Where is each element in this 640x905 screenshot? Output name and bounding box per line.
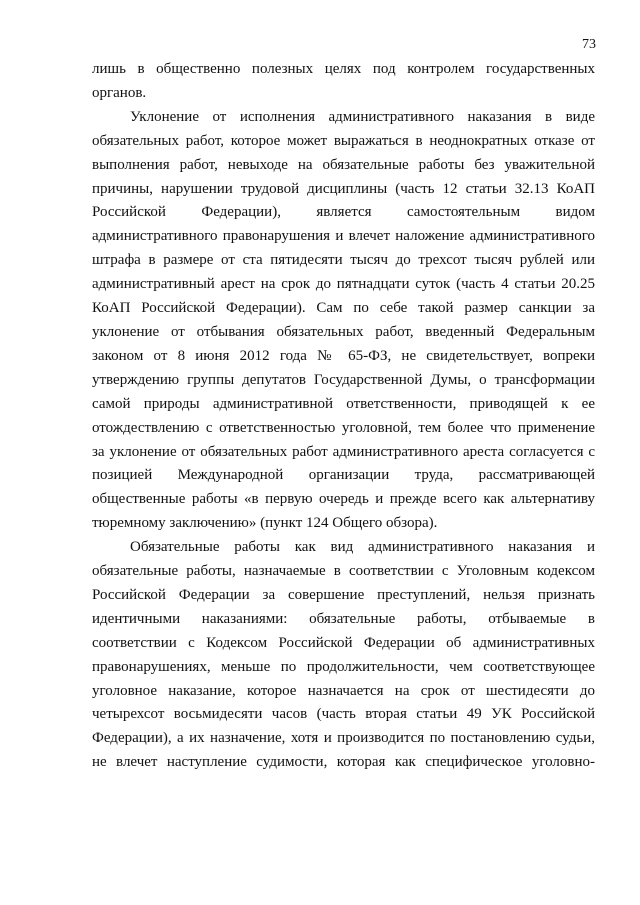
text-line: органов. (92, 84, 147, 101)
text-line: административного правонарушения и влечет наложение административного (92, 228, 595, 245)
text-line: Российской Федерации), является самостоятельным видом (92, 204, 595, 221)
text-line: обязательных работ, которое может выражаться в неоднократных отказе от (92, 132, 595, 149)
text-line: выполнения работ, невыходе на обязательные работы без уважительной (92, 156, 595, 173)
page-number: 73 (582, 37, 596, 52)
text-line: отождествлению с ответственностью уголовной, тем более что применение (92, 419, 595, 436)
document-body (92, 58, 595, 775)
text-line: утверждению группы депутатов Государственной Думы, о трансформации (92, 371, 595, 388)
text-line: Уклонение от исполнения административного наказания в виде (130, 108, 595, 125)
text-line: идентичными наказаниями: обязательные работы, отбываемые в (92, 610, 595, 627)
text-line: тюремному заключению» (пункт 124 Общего обзора). (92, 515, 438, 532)
paragraph-evasion (92, 106, 595, 536)
text-line: уклонение от отбывания обязательных работ, введенный Федеральным (92, 323, 595, 340)
text-line: четырехсот восьмидесяти часов (часть вторая статьи 49 УК Российской (92, 706, 595, 723)
text-line: штрафа в размере от ста пятидесяти тысяч до трехсот тысяч рублей или (92, 252, 595, 269)
text-line: законом от 8 июня 2012 года № 65-ФЗ, не свидетельствует, вопреки (92, 347, 595, 364)
text-line: лишь в общественно полезных целях под контролем государственных (92, 61, 595, 77)
text-line: уголовное наказание, которое назначается на срок от шестидесяти до (92, 682, 595, 699)
paragraph-continuation (92, 58, 595, 106)
text-line: КоАП Российской Федерации). Сам по себе такой размер санкции за (92, 300, 595, 317)
text-line: за уклонение от обязательных работ административного ареста согласуется с (92, 443, 595, 460)
text-line: Федерации), а их назначение, хотя и производится по постановлению судьи, (92, 730, 595, 747)
text-line: Обязательные работы как вид административного наказания и (130, 539, 595, 556)
text-line: правонарушениях, меньше по продолжительности, чем соответствующее (92, 658, 595, 675)
text-line: обязательные работы, назначаемые в соответствии с Уголовным кодексом (92, 563, 595, 580)
text-line: позицией Международной организации труда, рассматривающей (92, 467, 595, 484)
text-line: Российской Федерации за совершение преступлений, нельзя признать (92, 586, 595, 603)
text-line: общественные работы «в первую очередь и прежде всего как альтернативу (92, 491, 595, 508)
text-line: причины, нарушении трудовой дисциплины (часть 12 статьи 32.13 КоАП (92, 180, 595, 197)
text-line: не влечет наступление судимости, которая как специфическое уголовно- (92, 754, 595, 771)
text-line: самой природы административной ответственности, приводящей к ее (92, 395, 595, 412)
text-line: соответствии с Кодексом Российской Федерации об административных (92, 634, 595, 651)
paragraph-comparison (92, 536, 595, 775)
text-line: административный арест на срок до пятнадцати суток (часть 4 статьи 20.25 (92, 276, 595, 293)
